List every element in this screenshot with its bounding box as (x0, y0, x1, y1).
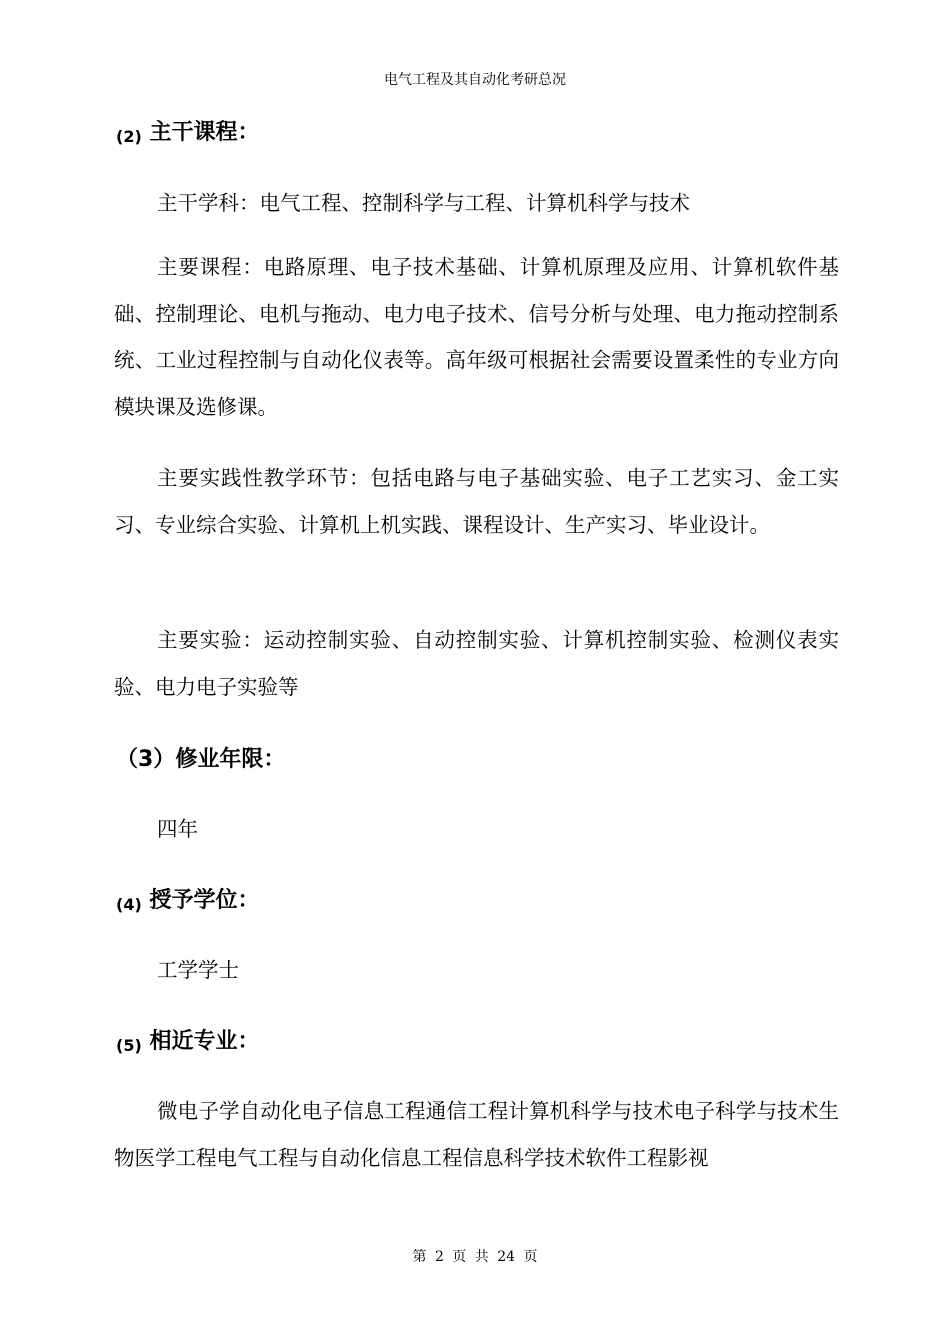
section-number: （3） (116, 747, 176, 772)
section-heading-duration (116, 745, 285, 775)
paragraph-duration: 四年 (157, 817, 198, 841)
section-heading-main-courses (116, 118, 259, 149)
section-number: (4) (116, 895, 142, 914)
paragraph-main-disciplines: 主干学科：电气工程、控制科学与工程、计算机科学与技术 (157, 191, 690, 215)
section-title: 主干课程： (149, 120, 260, 145)
page-header: 电气工程及其自动化考研总况 (384, 72, 566, 88)
paragraph-related-majors: 微电子学自动化电子信息工程通信工程计算机科学与技术电子科学与技术生物医学工程电气工程与自动化信息工程信息科学技术软件工程影视 (114, 1099, 839, 1170)
paragraph-experiments: 主要实验：运动控制实验、自动控制实验、计算机控制实验、检测仪表实验、电力电子实验等 (114, 628, 839, 699)
paragraph-practice: 主要实践性教学环节：包括电路与电子基础实验、电子工艺实习、金工实习、专业综合实验、计算机上机实践、课程设计、生产实习、毕业设计。 (114, 466, 839, 537)
section-title: 授予学位： (149, 888, 260, 913)
paragraph-degree: 工学学士 (157, 958, 239, 982)
section-number: (2) (116, 127, 142, 146)
section-title: 修业年限： (175, 747, 286, 772)
section-heading-degree (116, 886, 259, 917)
section-heading-related (116, 1027, 259, 1058)
page-footer: 第 2 页 共 24 页 (412, 1249, 538, 1265)
section-number: (5) (116, 1036, 142, 1055)
paragraph-main-courses: 主要课程：电路原理、电子技术基础、计算机原理及应用、计算机软件基础、控制理论、电机与拖动、电力电子技术、信号分析与处理、电力拖动控制系统、工业过程控制与自动化仪表等。高年级可根据社会需要设置柔性的专业方向模块课及选修课。 (114, 255, 839, 419)
section-title: 相近专业： (149, 1029, 260, 1054)
